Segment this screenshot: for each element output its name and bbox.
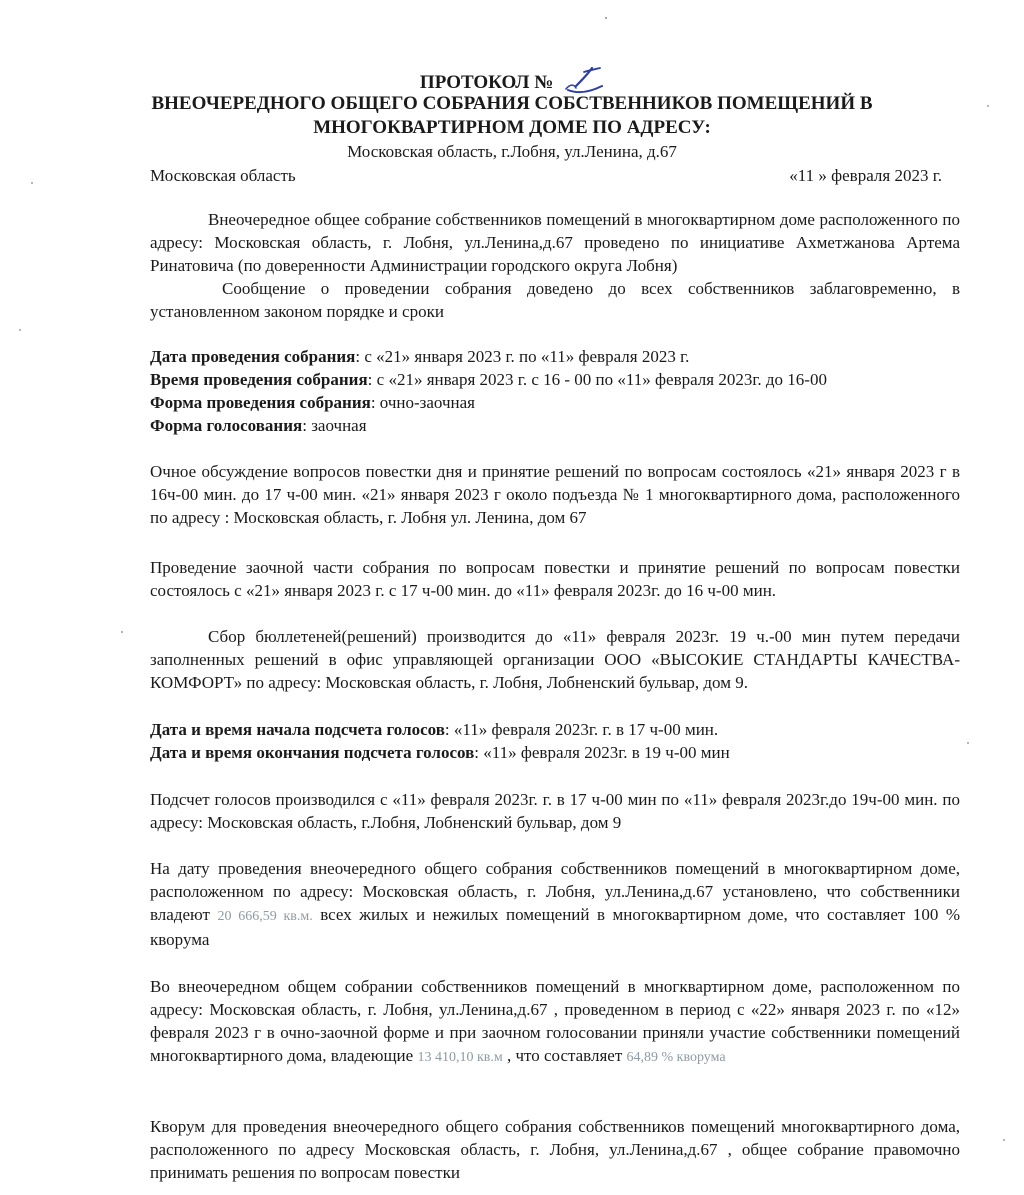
absentee-paragraph: Проведение заочной части собрания по вопросам повестки и принятие решений по вопросам повестки состоялось с «21» января 2023 г. с 17 ч-00 мин. до «11» февраля 2023г. до 16 ч-00 мин. (150, 558, 960, 600)
detail-row: Дата проведения собрания: с «21» января 2023 г. по «11» февраля 2023 г. (150, 347, 690, 366)
count-place-paragraph: Подсчет голосов производился с «11» февраля 2023г. г. в 17 ч-00 мин по «11» февраля 2023г.до 19ч-00 мин. по адресу: Московская область, г.Лобня, Лобненский бульвар, дом 9 (150, 790, 960, 832)
quorum-paragraph: Кворум для проведения внеочередного общего собрания собственников помещений многоквартирного дома, расположенного по адресу Московская область, г. Лобня, ул.Ленина,д.67 , общее собрание правомочно принимать решения по вопросам повестки (150, 1117, 960, 1182)
scan-speck (19, 329, 21, 331)
building-address: Московская область, г.Лобня, ул.Ленина, д.67 (347, 142, 677, 161)
scan-speck (121, 631, 123, 633)
total-area-value: 20 666,59 кв.м. (217, 909, 313, 924)
ownership-paragraph: На дату проведения внеочередного общего собрания собственников помещений в многоквартирном доме, расположенном по адресу: Московская область, г. Лобня, ул.Ленина,д.67 установлено, что собственники владеют 20 666,59 кв.м. всех жилых и нежилых помещений в многоквартирном доме, что составляет 100 % кворума (150, 859, 960, 949)
protocol-subtitle: ВНЕОЧЕРЕДНОГО ОБЩЕГО СОБРАНИЯ СОБСТВЕННИКОВ ПОМЕЩЕНИЙ В (151, 93, 873, 114)
in-person-paragraph: Очное обсуждение вопросов повестки дня и принятие решений по вопросам состоялось «21» января 2023 г в 16ч-00 мин. до 17 ч-00 мин. «21» января 2023 г около подъезда № 1 многоквартирного дома, расположенного по адресу : Московская область, г. Лобня ул. Ленина, дом 67 (150, 462, 960, 527)
scan-speck (1003, 1139, 1005, 1141)
detail-row: Дата и время начала подсчета голосов: «11» февраля 2023г. г. в 17 ч-00 мин. (150, 720, 719, 739)
detail-row: Время проведения собрания: с «21» января 2023 г. с 16 - 00 по «11» февраля 2023г. до 16-00 (150, 370, 827, 389)
scan-speck (605, 17, 607, 19)
participation-paragraph: Во внеочередном общем собрании собственников помещений в многквартирном доме, расположенном по адресу: Московская область, г. Лобня, ул.Ленина,д.67 , проведенном в период с «22» января 2023 г. по «12» февраля 2023 г в очно-заочной форме и при заочном голосовании приняли участие собственники помещений многоквартирного дома, владеющие 13 410,10 кв.м , что составляет 64,89 % кворума (150, 977, 960, 1065)
ballots-paragraph: Сбор бюллетеней(решений) производится до «11» февраля 2023г. 19 ч.-00 мин путем передачи заполненных решений в офис управляющей организации ООО «ВЫСОКИЕ СТАНДАРТЫ КАЧЕСТВА-КОМФОРТ» по адресу: Московская область, г. Лобня, Лобненский бульвар, дом 9. (150, 627, 960, 692)
document-date: «11 » февраля 2023 г. (789, 166, 942, 185)
intro-paragraph: Внеочередное общее собрание собственников помещений в многоквартирном доме расположенного по адресу: Московская область, г. Лобня, ул.Ленина,д.67 проведено по инициативе Ахметжанова Артема Ринатовича (по доверенности Администрации городского округа Лобня) (150, 210, 960, 275)
detail-row: Форма проведения собрания: очно-заочная (150, 393, 475, 412)
scan-speck (967, 742, 969, 744)
count-times (150, 718, 960, 764)
document-place: Московская область (150, 166, 296, 185)
protocol-subtitle-2: МНОГОКВАРТИРНОМ ДОМЕ ПО АДРЕСУ: (313, 117, 711, 138)
participating-area-value: 13 410,10 кв.м (417, 1050, 503, 1065)
detail-row: Форма голосования: заочная (150, 416, 367, 435)
meeting-details (150, 345, 960, 437)
protocol-title-text: ПРОТОКОЛ № (419, 72, 554, 93)
detail-row: Дата и время окончания подсчета голосов: «11» февраля 2023г. в 19 ч-00 мин (150, 743, 730, 762)
notice-paragraph: Сообщение о проведении собрания доведено до всех собственников заблаговременно, в установленном законом порядке и сроки (150, 279, 960, 321)
scan-speck (31, 182, 33, 184)
quorum-percent-value: 64,89 % кворума (626, 1050, 726, 1065)
